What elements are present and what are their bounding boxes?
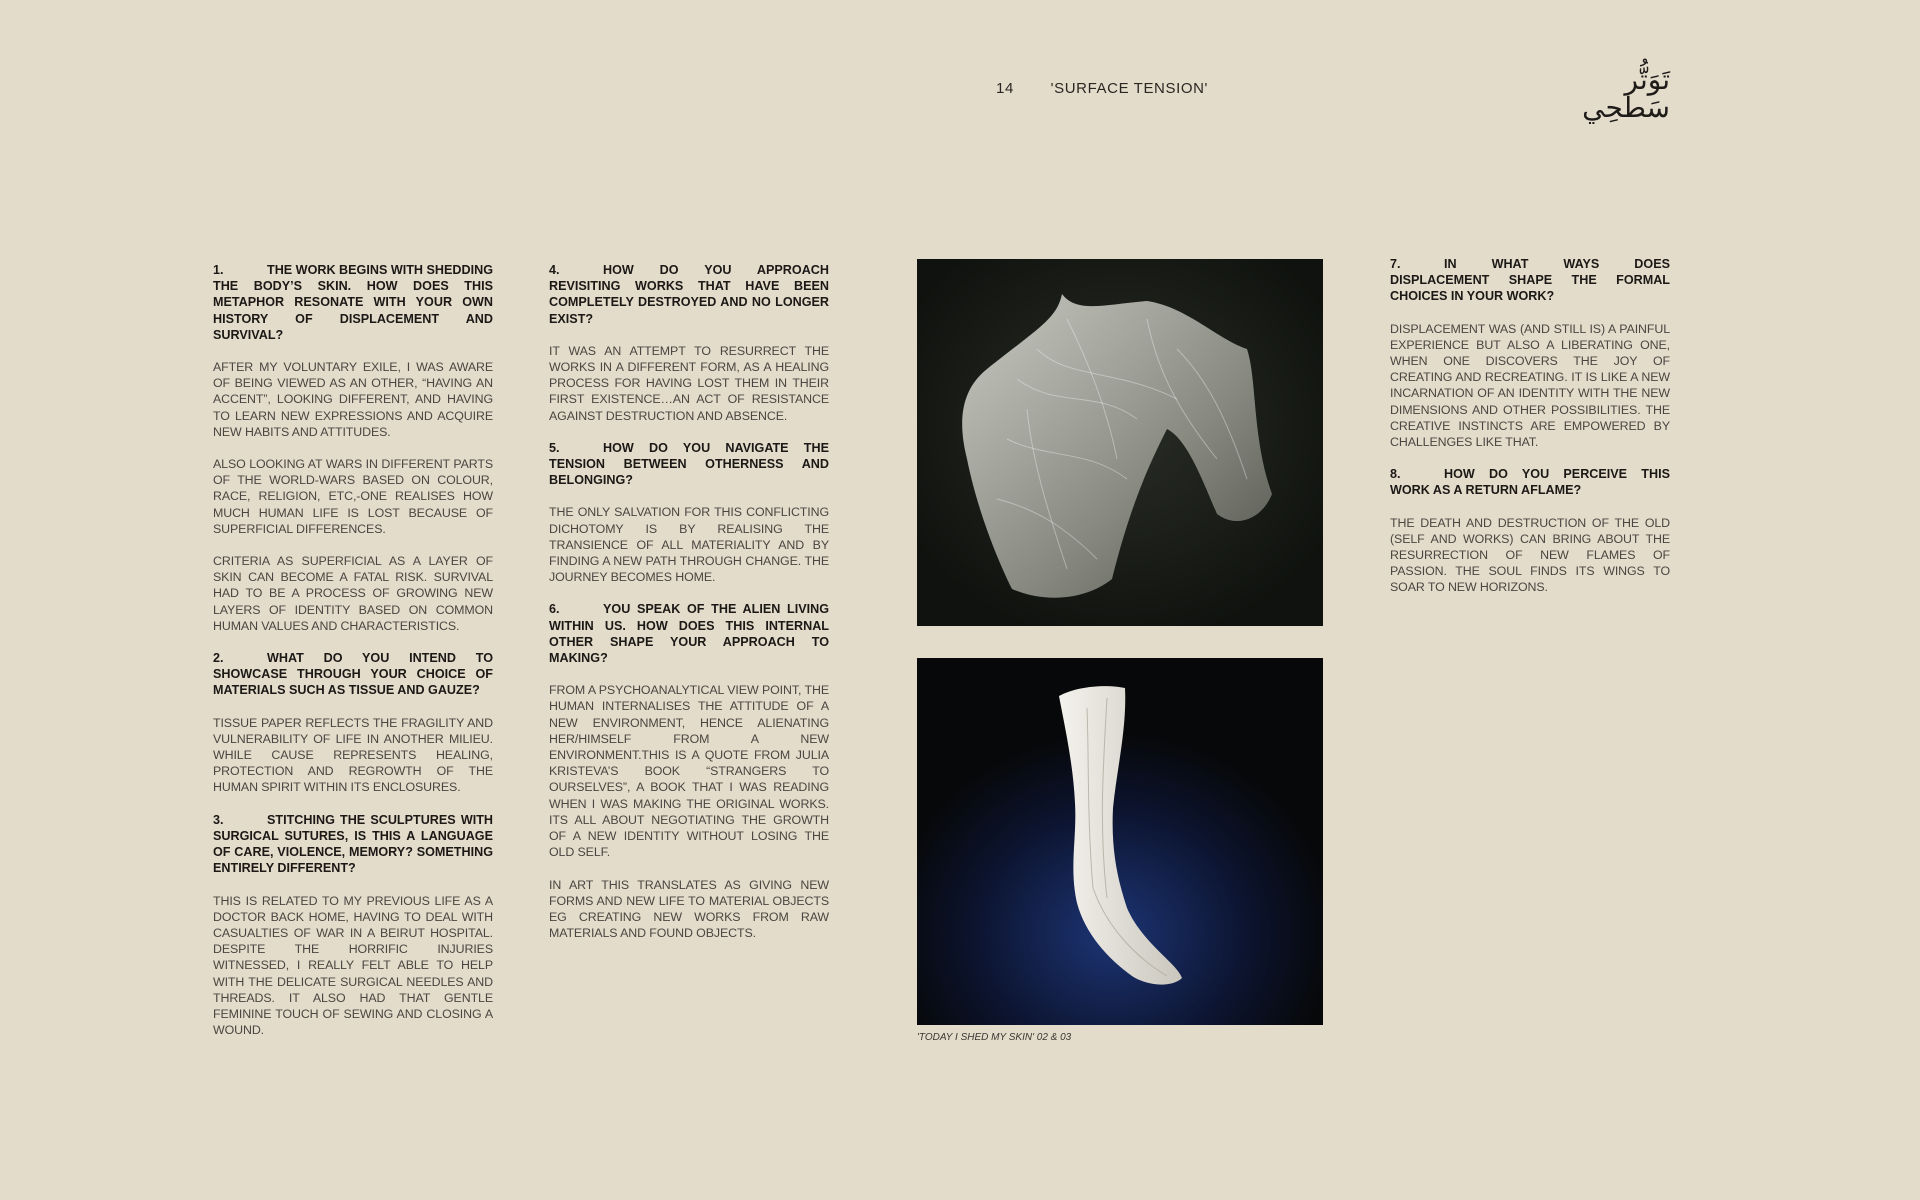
question-1: 1. THE WORK BEGINS WITH SHEDDING THE BODY’S SKIN. HOW DOES THIS METAPHOR RESONATE WITH YOUR OWN HISTORY OF DISPLACEMENT AND SURVIVAL? [213,263,493,342]
answer-4: IT WAS AN ATTEMPT TO RESURRECT THE WORKS IN A DIFFERENT FORM, AS A HEALING PROCESS FOR HAVING LOST THEM IN THEIR FIRST EXISTENCE…AN ACT OF RESISTANCE AGAINST DESTRUCTION AND ABSENCE. [549,343,829,423]
image-caption: 'TODAY I SHED MY SKIN' 02 & 03 [917,1032,1072,1043]
page-title: 'SURFACE TENSION' [1050,80,1209,97]
question-2: 2. WHAT DO YOU INTEND TO SHOWCASE THROUGH YOUR CHOICE OF MATERIALS SUCH AS TISSUE AND GAUZE? [213,651,493,698]
answer-5: THE ONLY SALVATION FOR THIS CONFLICTING DICHOTOMY IS BY REALISING THE TRANSIENCE OF ALL MATERIALITY AND BY FINDING A NEW PATH THROUGH CHANGE. THE JOURNEY BECOMES HOME. [549,505,829,585]
page-number: 14 [996,80,1014,97]
question-5: 5. HOW DO YOU NAVIGATE THE TENSION BETWEEN OTHERNESS AND BELONGING? [549,440,829,488]
answer-6b: IN ART THIS TRANSLATES AS GIVING NEW FORMS AND NEW LIFE TO MATERIAL OBJECTS EG CREATING NEW WORKS FROM RAW MATERIALS AND FOUND OBJECTS. [549,877,829,941]
stitched-sculpture-image [917,658,1323,1025]
page-header [996,80,1208,97]
question-4: 4. HOW DO YOU APPROACH REVISITING WORKS THAT HAVE BEEN COMPLETELY DESTROYED AND NO LONGER EXIST? [549,263,829,326]
column-2 [549,262,829,957]
arabic-title: تَوَتُّر سَطحِي [1582,63,1670,124]
answer-6a: FROM A PSYCHOANALYTICAL VIEW POINT, THE HUMAN INTERNALISES THE ATTITUDE OF A NEW ENVIRONMENT, HENCE ALIENATING HER/HIMSELF FROM A NEW ENVIRONMENT.THIS IS A QUOTE FROM JULIA KRISTEVA’S BOOK “STRANGERS TO OURSELVES”, A BOOK THAT I WAS READING WHEN I WAS MAKING THE ORIGINAL WORKS. ITS ALL ABOUT NEGOTIATING THE GROWTH OF A NEW IDENTITY WITHOUT LOSING THE OLD SELF. [549,683,829,860]
question-6: 6. YOU SPEAK OF THE ALIEN LIVING WITHIN US. HOW DOES THIS INTERNAL OTHER SHAPE YOUR APPROACH TO MAKING? [549,602,829,666]
skin-sculpture-image [917,259,1323,626]
answer-7: DISPLACEMENT WAS (AND STILL IS) A PAINFUL EXPERIENCE BUT ALSO A LIBERATING ONE, WHEN ONE DISCOVERS THE JOY OF CREATING AND RECREATING. IT IS LIKE A NEW INCARNATION OF AN IDENTITY WITH THE NEW DIMENSIONS AND OTHER POSSIBILITIES. THE CREATIVE INSTINCTS ARE EMPOWERED BY CHALLENGES LIKE THAT. [1390,321,1670,450]
question-8: 8. HOW DO YOU PERCEIVE THIS WORK AS A RETURN AFLAME? [1390,467,1670,498]
answer-8: THE DEATH AND DESTRUCTION OF THE OLD (SELF AND WORKS) CAN BRING ABOUT THE RESURRECTION OF NEW FLAMES OF PASSION. THE SOUL FINDS ITS WINGS TO SOAR TO NEW HORIZONS. [1390,515,1670,595]
answer-1a: AFTER MY VOLUNTARY EXILE, I WAS AWARE OF BEING VIEWED AS AN OTHER, “HAVING AN ACCENT”, LOOKING DIFFERENT, AND HAVING TO LEARN NEW EXPRESSIONS AND ACQUIRE NEW HABITS AND ATTITUDES. [213,360,493,439]
answer-1c: CRITERIA AS SUPERFICIAL AS A LAYER OF SKIN CAN BECOME A FATAL RISK. SURVIVAL HAD TO BE A PROCESS OF GROWING NEW LAYERS OF IDENTITY BASED ON COMMON HUMAN VALUES AND CHARACTERISTICS. [213,554,493,633]
question-3: 3. STITCHING THE SCULPTURES WITH SURGICAL SUTURES, IS THIS A LANGUAGE OF CARE, VIOLENCE, MEMORY? SOMETHING ENTIRELY DIFFERENT? [213,812,493,876]
answer-3: THIS IS RELATED TO MY PREVIOUS LIFE AS A DOCTOR BACK HOME, HAVING TO DEAL WITH CASUALTIES OF WAR IN A BEIRUT HOSPITAL. DESPITE THE HORRIFIC INJURIES WITNESSED, I REALLY FELT ABLE TO HELP WITH THE DELICATE SURGICAL NEEDLES AND THREADS. IT ALSO HAD THAT GENTLE FEMININE TOUCH OF SEWING AND CLOSING A WOUND. [213,893,493,1038]
column-1 [213,262,493,1054]
answer-2: TISSUE PAPER REFLECTS THE FRAGILITY AND VULNERABILITY OF LIFE IN ANOTHER MILIEU. WHILE CAUSE REPRESENTS HEALING, PROTECTION AND REGROWTH OF THE HUMAN SPIRIT WITHIN ITS ENCLOSURES. [213,715,493,795]
column-4 [1390,256,1670,612]
photo-skin-sculpture-02 [917,259,1323,626]
question-7: 7. IN WHAT WAYS DOES DISPLACEMENT SHAPE THE FORMAL CHOICES IN YOUR WORK? [1390,257,1670,304]
photo-stitched-sculpture-03 [917,658,1323,1025]
answer-1b: ALSO LOOKING AT WARS IN DIFFERENT PARTS OF THE WORLD-WARS BASED ON COLOUR, RACE, RELIGION, ETC,-ONE REALISES HOW MUCH HUMAN LIFE IS LOST BECAUSE OF SUPERFICIAL DIFFERENCES. [213,457,493,536]
